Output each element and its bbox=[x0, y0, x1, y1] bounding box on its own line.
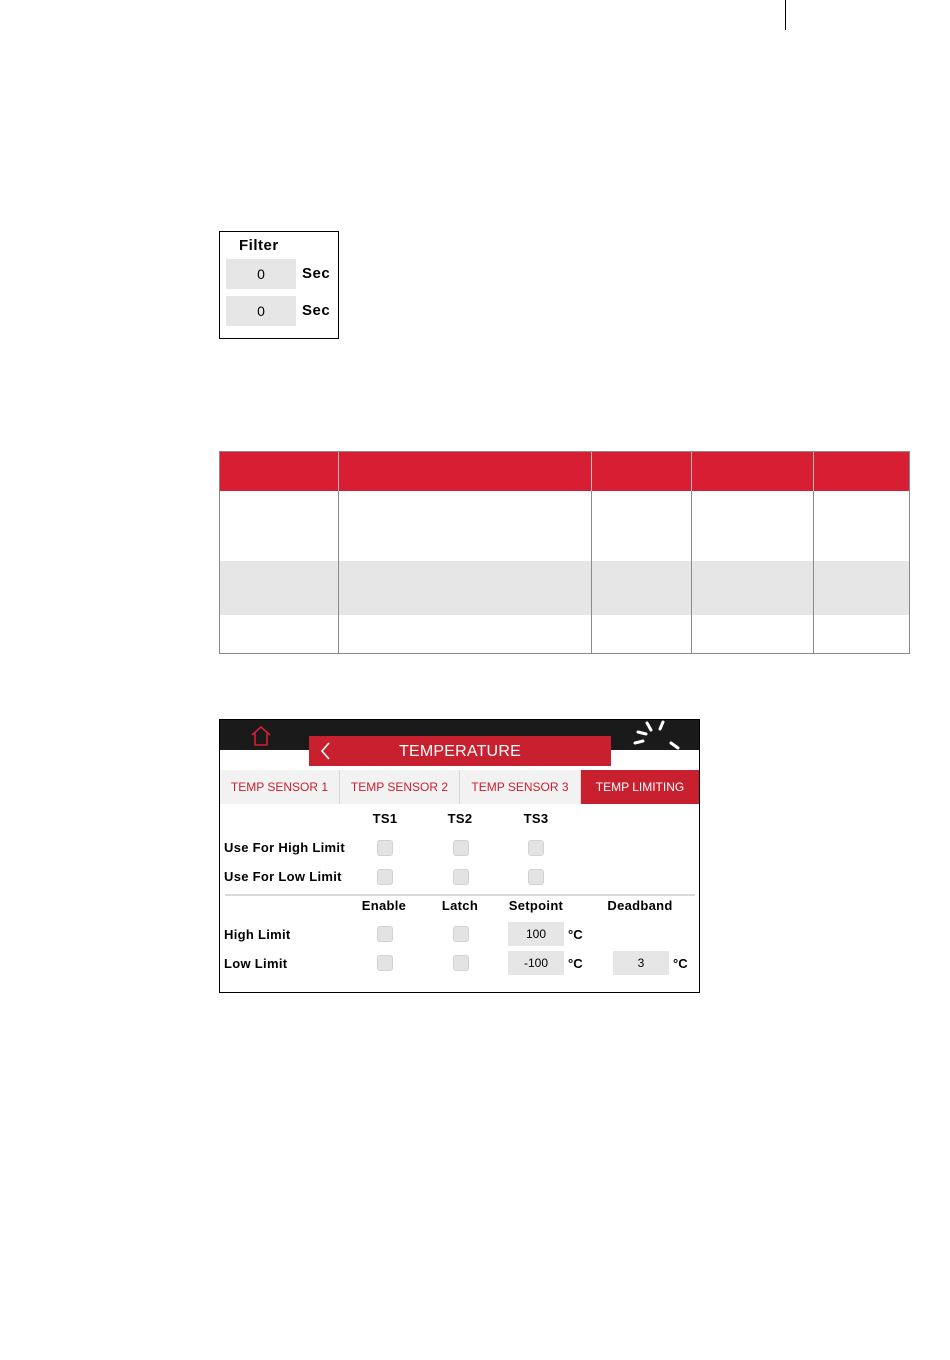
table-header-divider bbox=[338, 452, 339, 491]
tab-bar bbox=[220, 770, 699, 804]
checkbox-high-limit-ts1[interactable] bbox=[377, 840, 393, 856]
low-limit-setpoint-input[interactable]: -100 bbox=[508, 951, 564, 975]
checkbox-high-limit-ts3[interactable] bbox=[528, 840, 544, 856]
tab-temp-sensor-2[interactable]: TEMP SENSOR 2 bbox=[340, 770, 460, 804]
label-low-limit: Low Limit bbox=[224, 956, 288, 971]
header-ts3: TS3 bbox=[523, 811, 549, 826]
low-limit-deadband-input[interactable]: 3 bbox=[613, 951, 669, 975]
checkbox-low-limit-ts1[interactable] bbox=[377, 869, 393, 885]
title-bar bbox=[309, 736, 611, 766]
header-setpoint: Setpoint bbox=[508, 898, 564, 913]
header-ts2: TS2 bbox=[447, 811, 473, 826]
activity-spinner-icon bbox=[630, 720, 690, 754]
table-row bbox=[220, 615, 909, 653]
filter-panel bbox=[219, 231, 339, 339]
parameter-table bbox=[219, 451, 910, 654]
table-header bbox=[220, 452, 909, 491]
table-header-divider bbox=[591, 452, 592, 491]
label-use-for-low-limit: Use For Low Limit bbox=[224, 869, 342, 884]
page-title: TEMPERATURE bbox=[399, 743, 521, 760]
tab-temp-sensor-1[interactable]: TEMP SENSOR 1 bbox=[220, 770, 340, 804]
table-header-divider bbox=[691, 452, 692, 491]
deadband-unit: °C bbox=[673, 956, 688, 971]
tab-temp-sensor-3[interactable]: TEMP SENSOR 3 bbox=[460, 770, 581, 804]
margin-rule bbox=[785, 0, 786, 30]
header-latch: Latch bbox=[441, 898, 479, 913]
home-icon[interactable] bbox=[248, 724, 274, 748]
checkbox-low-limit-ts2[interactable] bbox=[453, 869, 469, 885]
filter-unit-2: Sec bbox=[302, 302, 331, 319]
filter-title: Filter bbox=[239, 237, 279, 254]
filter-unit-1: Sec bbox=[302, 265, 331, 282]
table-header-divider bbox=[813, 452, 814, 491]
table-row bbox=[220, 491, 909, 561]
header-ts1: TS1 bbox=[372, 811, 398, 826]
filter-value-2[interactable]: 0 bbox=[226, 296, 296, 326]
checkbox-high-limit-latch[interactable] bbox=[453, 926, 469, 942]
temperature-screen bbox=[219, 719, 700, 993]
header-deadband: Deadband bbox=[607, 898, 673, 913]
label-high-limit: High Limit bbox=[224, 927, 291, 942]
checkbox-high-limit-ts2[interactable] bbox=[453, 840, 469, 856]
low-limit-setpoint-unit: °C bbox=[568, 956, 583, 971]
section-divider bbox=[225, 894, 695, 896]
label-use-for-high-limit: Use For High Limit bbox=[224, 840, 345, 855]
filter-value-1[interactable]: 0 bbox=[226, 259, 296, 289]
high-limit-setpoint-input[interactable]: 100 bbox=[508, 922, 564, 946]
checkbox-low-limit-enable[interactable] bbox=[377, 955, 393, 971]
header-enable: Enable bbox=[361, 898, 407, 913]
checkbox-low-limit-latch[interactable] bbox=[453, 955, 469, 971]
high-limit-setpoint-unit: °C bbox=[568, 927, 583, 942]
table-row bbox=[220, 561, 909, 615]
checkbox-high-limit-enable[interactable] bbox=[377, 926, 393, 942]
tab-temp-limiting[interactable]: TEMP LIMITING bbox=[581, 770, 699, 804]
checkbox-low-limit-ts3[interactable] bbox=[528, 869, 544, 885]
